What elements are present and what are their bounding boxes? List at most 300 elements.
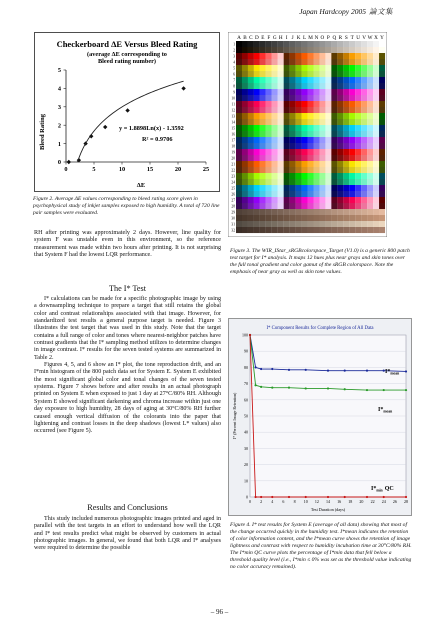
target-patch (349, 83, 355, 89)
target-patch (361, 131, 367, 137)
target-patch (272, 167, 278, 173)
target-patch (355, 65, 361, 71)
target-row-label: 3 (233, 54, 235, 59)
target-patch (313, 179, 319, 185)
target-patch (349, 137, 355, 143)
target-patch (373, 71, 379, 77)
target-patch (296, 65, 302, 71)
target-patch (254, 77, 260, 83)
target-patch (242, 197, 248, 203)
target-patch (349, 191, 355, 197)
target-patch (236, 143, 242, 149)
target-patch (379, 41, 385, 47)
target-patch (337, 131, 343, 137)
target-patch (278, 95, 284, 101)
target-patch (254, 143, 260, 149)
target-patch (242, 107, 248, 113)
series-point (405, 496, 407, 498)
target-patch (290, 101, 296, 107)
target-patch (254, 137, 260, 143)
target-patch (248, 161, 254, 167)
target-patch (361, 65, 367, 71)
ie-paragraph-2: Figures 4, 5, and 6 show an I* plot, the tone reproduction drift, and an I*min histogram of the 800 patch data set for System E. System E exhibited the most significant global color and tonal changes of the seven tested systems. Figure 7 shows before and after results in an actual photograph printed on System E when exposed to just 1 day at 27°C/80% RH. Although System E showed significant darkening and chroma increase within just one day exposure to high humidity, 28 days of aging at 30°C/80% RH further caused enough vertical diffusion of the colorants into the paper that lightening and contrast losses in the deep shadows (lowest L* values) also occurred (see Figure 5). (34, 362, 221, 435)
target-patch (284, 227, 290, 233)
target-patch (266, 83, 272, 89)
target-patch (379, 53, 385, 59)
target-patch (319, 227, 325, 233)
target-patch (278, 65, 284, 71)
target-patch (337, 47, 343, 53)
y-tick-label: 4 (57, 85, 61, 93)
target-patch (308, 143, 314, 149)
target-patch (284, 209, 290, 215)
target-patch (248, 41, 254, 47)
target-patch (248, 119, 254, 125)
target-patch (278, 107, 284, 113)
target-patch (266, 53, 272, 59)
target-patch (290, 125, 296, 131)
target-patch (319, 215, 325, 221)
target-patch (379, 197, 385, 203)
series-point (305, 369, 307, 371)
target-patch (290, 59, 296, 65)
target-patch (325, 173, 331, 179)
target-patch (302, 143, 308, 149)
series-point (366, 496, 368, 498)
x-tick-label: 6 (282, 499, 285, 504)
target-patch (331, 89, 337, 95)
target-patch (296, 221, 302, 227)
target-patch (331, 149, 337, 155)
header-jp-text: 論文集 (369, 7, 393, 16)
target-patch (337, 137, 343, 143)
target-patch (308, 209, 314, 215)
target-patch (343, 95, 349, 101)
target-patch (248, 167, 254, 173)
target-patch (355, 185, 361, 191)
target-patch (313, 203, 319, 209)
target-patch (290, 47, 296, 53)
target-patch (337, 101, 343, 107)
target-row-label: 9 (233, 90, 235, 95)
target-patch (367, 41, 373, 47)
target-patch (236, 89, 242, 95)
target-column-label: J (291, 35, 294, 41)
target-patch (248, 113, 254, 119)
target-column-label: C (249, 35, 253, 41)
target-column-label: B (243, 35, 247, 41)
target-patch (373, 221, 379, 227)
target-column-label: O (320, 35, 325, 41)
target-patch (379, 155, 385, 161)
target-patch (361, 119, 367, 125)
target-patch (248, 83, 254, 89)
target-patch (355, 59, 361, 65)
target-patch (260, 53, 266, 59)
target-patch (349, 77, 355, 83)
target-patch (373, 191, 379, 197)
target-patch (325, 95, 331, 101)
target-patch (325, 119, 331, 125)
target-patch (355, 215, 361, 221)
target-patch (248, 125, 254, 131)
target-patch (284, 185, 290, 191)
target-patch (319, 95, 325, 101)
target-patch (260, 77, 266, 83)
target-patch (290, 149, 296, 155)
target-patch (272, 203, 278, 209)
target-patch (290, 143, 296, 149)
target-patch (337, 125, 343, 131)
target-column-label: R (338, 35, 343, 41)
target-patch (278, 227, 284, 233)
series-point (271, 387, 273, 389)
target-patch (325, 41, 331, 47)
target-patch (319, 143, 325, 149)
target-patch (343, 47, 349, 53)
target-patch (349, 119, 355, 125)
y-tick-label: 70 (244, 381, 248, 387)
target-patch (325, 227, 331, 233)
target-patch (319, 197, 325, 203)
target-patch (337, 179, 343, 185)
target-patch (296, 101, 302, 107)
target-patch (278, 83, 284, 89)
target-patch (278, 137, 284, 143)
series-label-green: $I*_{mean}$ (378, 407, 393, 414)
target-patch (325, 125, 331, 131)
target-patch (361, 173, 367, 179)
target-patch (284, 167, 290, 173)
target-row-label: 18 (231, 144, 235, 149)
target-patch (260, 215, 266, 221)
target-patch (242, 89, 248, 95)
target-column-label: H (278, 35, 283, 41)
results-section-body (34, 516, 221, 553)
target-patch (313, 95, 319, 101)
target-patch (278, 59, 284, 65)
target-patch (284, 65, 290, 71)
target-patch (260, 209, 266, 215)
target-patch (349, 227, 355, 233)
target-patch (379, 119, 385, 125)
target-patch (373, 77, 379, 83)
target-patch (343, 179, 349, 185)
target-patch (248, 89, 254, 95)
target-patch (236, 119, 242, 125)
target-row-label: 6 (233, 72, 235, 77)
target-patch (355, 107, 361, 113)
target-patch (367, 167, 373, 173)
target-patch (302, 227, 308, 233)
target-patch (361, 113, 367, 119)
series-point (305, 496, 307, 498)
target-patch (379, 179, 385, 185)
series-point (254, 366, 256, 368)
target-patch (302, 209, 308, 215)
target-patch (355, 179, 361, 185)
target-patch (379, 83, 385, 89)
series-point (366, 370, 368, 372)
target-patch (284, 143, 290, 149)
target-patch (272, 137, 278, 143)
y-axis-label: I* (Percent Image Retention) (232, 392, 237, 440)
target-patch (296, 173, 302, 179)
target-patch (278, 113, 284, 119)
target-patch (278, 89, 284, 95)
target-patch (266, 113, 272, 119)
target-patch (272, 89, 278, 95)
target-patch (379, 95, 385, 101)
target-patch (313, 209, 319, 215)
target-patch (325, 47, 331, 53)
target-patch (361, 89, 367, 95)
target-patch (260, 167, 266, 173)
target-patch (313, 65, 319, 71)
target-patch (343, 209, 349, 215)
target-patch (379, 203, 385, 209)
target-patch (355, 203, 361, 209)
target-patch (302, 131, 308, 137)
target-patch (343, 59, 349, 65)
target-patch (272, 83, 278, 89)
target-patch (379, 143, 385, 149)
target-patch (290, 221, 296, 227)
y-tick-label: 3 (57, 104, 61, 111)
target-patch (331, 119, 337, 125)
target-patch (260, 113, 266, 119)
target-patch (319, 83, 325, 89)
target-patch (367, 227, 373, 233)
target-patch (242, 173, 248, 179)
target-patch (313, 185, 319, 191)
target-patch (355, 221, 361, 227)
target-patch (308, 59, 314, 65)
target-patch (272, 65, 278, 71)
results-paragraph-1: This study included numerous photographic images printed and aged in parallel with the test targets in an effort to understand how well the LQR and I* test results predict what might be observed by customers in actual photographic images. In general, we found that both LQR and I* analyses were required to determine the possible (34, 516, 221, 552)
target-patch (242, 221, 248, 227)
target-patch (355, 47, 361, 53)
target-patch (254, 149, 260, 155)
target-patch (308, 221, 314, 227)
target-patch (379, 107, 385, 113)
target-patch (272, 149, 278, 155)
target-patch (349, 95, 355, 101)
target-patch (278, 101, 284, 107)
target-patch (373, 209, 379, 215)
target-patch (248, 173, 254, 179)
target-patch (313, 167, 319, 173)
target-patch (260, 125, 266, 131)
target-patch (290, 107, 296, 113)
series-point (254, 496, 256, 498)
section-heading-results: Results and Conclusions (87, 503, 168, 512)
target-patch (331, 41, 337, 47)
target-column-label: U (356, 35, 361, 41)
target-patch (367, 113, 373, 119)
x-tick-label: 26 (392, 499, 397, 504)
target-patch (302, 161, 308, 167)
target-patch (331, 83, 337, 89)
target-patch (343, 185, 349, 191)
target-patch (236, 161, 242, 167)
target-patch (266, 203, 272, 209)
y-tick-label: 40 (244, 429, 248, 435)
ie-section-body (34, 296, 221, 436)
target-patch (236, 83, 242, 89)
target-patch (296, 119, 302, 125)
target-patch (325, 203, 331, 209)
target-patch (266, 179, 272, 185)
target-patch (236, 203, 242, 209)
target-patch (337, 209, 343, 215)
target-patch (337, 71, 343, 77)
target-patch (308, 173, 314, 179)
target-patch (373, 41, 379, 47)
target-patch (260, 131, 266, 137)
target-patch (361, 215, 367, 221)
target-patch (331, 155, 337, 161)
target-column-label: I (285, 35, 288, 41)
target-patch (236, 53, 242, 59)
target-patch (254, 41, 260, 47)
figure-2-caption: Figure 2. Average ΔE values corresponding to bleed rating score given in psychophysical study of inkjet samples exposed to high humidity. A total of 720 line pair samples were evaluated. (33, 196, 220, 216)
target-patch (379, 47, 385, 53)
target-patch (236, 179, 242, 185)
target-patch (254, 221, 260, 227)
target-patch (331, 197, 337, 203)
series-point (260, 496, 262, 498)
target-patch (242, 77, 248, 83)
target-patch (266, 47, 272, 53)
target-patch (284, 125, 290, 131)
target-patch (272, 227, 278, 233)
target-row-label: 11 (231, 102, 235, 107)
target-patch (349, 221, 355, 227)
target-patch (349, 185, 355, 191)
target-patch (308, 83, 314, 89)
target-patch (349, 131, 355, 137)
target-patch (379, 59, 385, 65)
x-tick-label: 20 (359, 499, 364, 504)
target-patch (242, 179, 248, 185)
target-patch (296, 227, 302, 233)
target-patch (319, 203, 325, 209)
target-patch (349, 173, 355, 179)
target-patch (272, 185, 278, 191)
target-patch (379, 137, 385, 143)
y-tick-label: 30 (244, 445, 248, 451)
target-patch (272, 131, 278, 137)
target-patch (254, 131, 260, 137)
target-patch (349, 167, 355, 173)
target-patch (343, 197, 349, 203)
target-patch (361, 221, 367, 227)
target-patch (254, 65, 260, 71)
target-patch (272, 71, 278, 77)
target-patch (254, 179, 260, 185)
target-row-label: 17 (231, 138, 235, 143)
target-row-label: 2 (233, 48, 235, 53)
target-row-label: 10 (231, 96, 235, 101)
target-patch (373, 197, 379, 203)
series-label-blue: $I*_{mean}$ (385, 369, 400, 376)
x-tick-label: 0 (64, 166, 68, 173)
target-patch (254, 167, 260, 173)
target-patch (313, 107, 319, 113)
target-patch (325, 209, 331, 215)
target-row-label: 14 (231, 120, 235, 125)
target-patch (331, 125, 337, 131)
bleed-rating-chart (34, 32, 220, 192)
target-patch (337, 65, 343, 71)
target-column-label: F (267, 35, 271, 41)
target-patch (278, 209, 284, 215)
target-patch (290, 77, 296, 83)
target-patch (236, 107, 242, 113)
target-patch (361, 137, 367, 143)
target-patch (242, 125, 248, 131)
target-patch (367, 143, 373, 149)
target-patch (313, 197, 319, 203)
target-patch (236, 113, 242, 119)
target-patch (349, 101, 355, 107)
target-patch (248, 209, 254, 215)
target-patch (290, 197, 296, 203)
target-patch (284, 155, 290, 161)
target-patch (343, 125, 349, 131)
target-patch (248, 155, 254, 161)
section-heading-ie: The I* Test (108, 284, 147, 293)
target-patch (355, 113, 361, 119)
figure-3-caption: Figure 3. The WIR_IStar_sRGBcolorspace_Target (V1.0) is a generic 800 patch test target for I* analysis. It maps 12 hues plus near grays and skin tones over the full tonal gradient and color gamut of the sRGB colorspace. Note the emphasis of near gray as well as skin tone values. (230, 248, 410, 275)
target-patch (290, 83, 296, 89)
target-patch (308, 125, 314, 131)
x-tick-label: 14 (326, 499, 330, 504)
target-patch (236, 227, 242, 233)
target-patch (331, 161, 337, 167)
target-patch (313, 161, 319, 167)
target-patch (319, 89, 325, 95)
target-patch (319, 173, 325, 179)
target-patch (242, 185, 248, 191)
target-patch (337, 215, 343, 221)
target-patch (319, 113, 325, 119)
target-patch (248, 95, 254, 101)
target-patch (331, 203, 337, 209)
target-patch (349, 179, 355, 185)
target-patch (254, 107, 260, 113)
series-point (383, 389, 385, 391)
x-tick-label: 22 (370, 499, 375, 504)
target-patch (278, 131, 284, 137)
target-patch (242, 131, 248, 137)
target-patch (266, 215, 272, 221)
target-patch (379, 113, 385, 119)
target-patch (379, 173, 385, 179)
target-patch (325, 83, 331, 89)
target-row-label: 1 (233, 42, 235, 47)
target-patch (367, 203, 373, 209)
target-patch (284, 59, 290, 65)
target-patch (248, 143, 254, 149)
target-row-label: 4 (233, 60, 235, 65)
target-patch (367, 65, 373, 71)
target-patch (325, 59, 331, 65)
target-patch (361, 149, 367, 155)
target-patch (355, 197, 361, 203)
target-patch (355, 53, 361, 59)
